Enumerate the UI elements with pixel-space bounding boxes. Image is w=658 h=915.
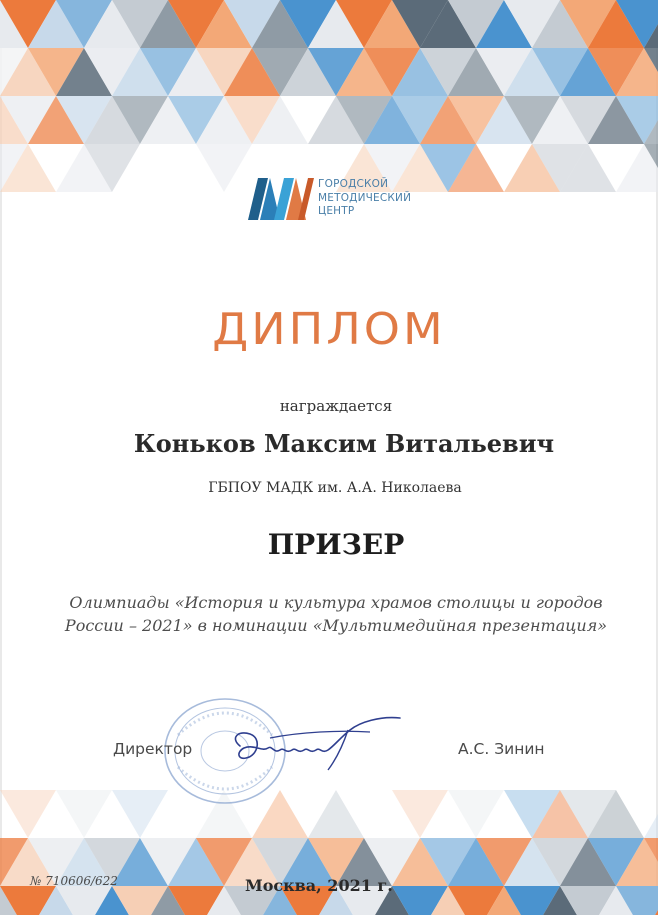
pattern-triangle xyxy=(448,790,504,838)
recipient-organization: ГБПОУ МАДК им. А.А. Николаева xyxy=(208,480,462,496)
award-description: Олимпиады «История и культура храмов столицы и городов России – 2021» в номинации «Мультимедийная презентация» xyxy=(64,593,608,635)
pattern-triangle xyxy=(308,790,364,838)
award-rank: ПРИЗЕР xyxy=(267,528,405,561)
pattern-triangle xyxy=(392,790,448,838)
pattern-triangle xyxy=(0,790,56,838)
triangle-pattern-bottom xyxy=(0,790,658,915)
logo-line: ГОРОДСКОЙ xyxy=(318,178,389,190)
logo-text xyxy=(318,178,411,219)
director-label: Директор xyxy=(113,740,193,758)
logo-line: ЦЕНТР xyxy=(318,205,355,217)
handwritten-signature-icon xyxy=(210,708,410,778)
pattern-triangle xyxy=(196,144,252,192)
pattern-triangle xyxy=(644,790,658,838)
director-name: А.С. Зинин xyxy=(458,740,545,758)
logo-line: МЕТОДИЧЕСКИЙ xyxy=(318,191,412,204)
pattern-triangle xyxy=(56,790,112,838)
recipient-name: Коньков Максим Витальевич xyxy=(133,429,555,458)
diploma-title: ДИПЛОМ xyxy=(212,303,446,355)
city-year: Москва, 2021 г. xyxy=(245,876,393,895)
awarded-label: награждается xyxy=(279,397,393,415)
diploma-number: № 710606/622 xyxy=(30,874,118,888)
